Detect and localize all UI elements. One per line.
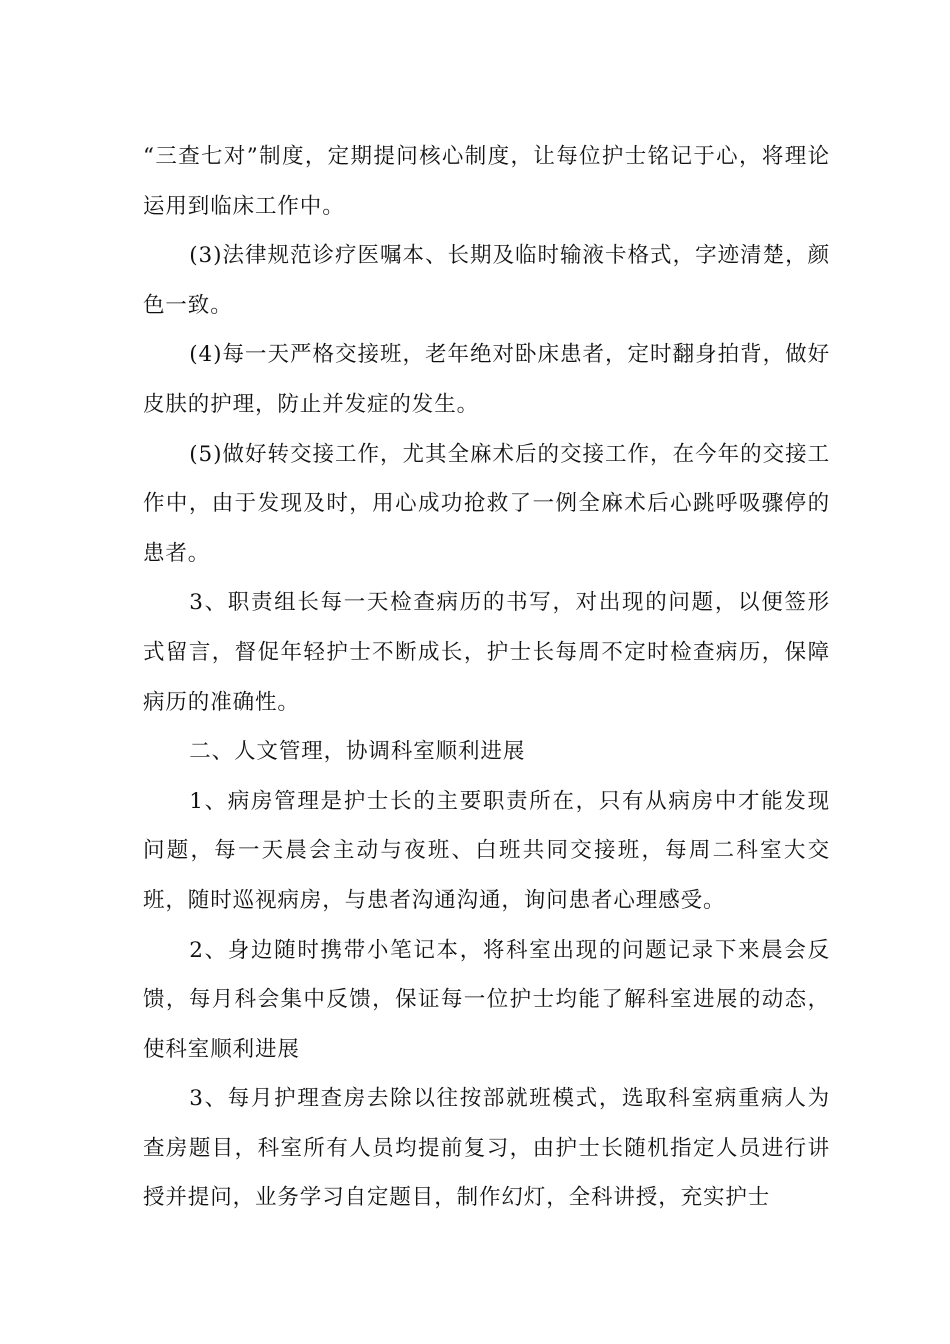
paragraph-7: 1、病房管理是护士长的主要职责所在，只有从病房中才能发现问题，每一天晨会主动与夜班、白班共同交接班，每周二科室大交班，随时巡视病房，与患者沟通沟通，询问患者心理感受。 [143,788,830,913]
paragraph-4: (5)做好转交接工作，尤其全麻术后的交接工作，在今年的交接工作中，由于发现及时，用心成功抢救了一例全麻术后心跳呼吸骤停的患者。 [143,441,830,566]
paragraph-3: (4)每一天严格交接班，老年绝对卧床患者，定时翻身拍背，做好皮肤的护理，防止并发症的发生。 [143,342,830,417]
section-heading: 二、人文管理，协调科室顺利进展 [189,739,526,765]
paragraph-9: 3、每月护理查房去除以往按部就班模式，选取科室病重病人为查房题目，科室所有人员均提前复习，由护士长随机指定人员进行讲授并提问，业务学习自定题目，制作幻灯，全科讲授，充实护士 [143,1086,830,1211]
paragraph-1: “三查七对”制度，定期提问核心制度，让每位护士铭记于心，将理论运用到临床工作中。 [143,144,830,219]
paragraph-8: 2、身边随时携带小笔记本，将科室出现的问题记录下来晨会反馈，每月科会集中反馈，保证每一位护士均能了解科室进展的动态，使科室顺利进展 [143,937,830,1062]
paragraph-5: 3、职责组长每一天检查病历的书写，对出现的问题，以便签形式留言，督促年轻护士不断成长，护士长每周不定时检查病历，保障病历的准确性。 [143,590,830,715]
paragraph-2: (3)法律规范诊疗医嘱本、长期及临时输液卡格式，字迹清楚，颜色一致。 [143,243,830,318]
